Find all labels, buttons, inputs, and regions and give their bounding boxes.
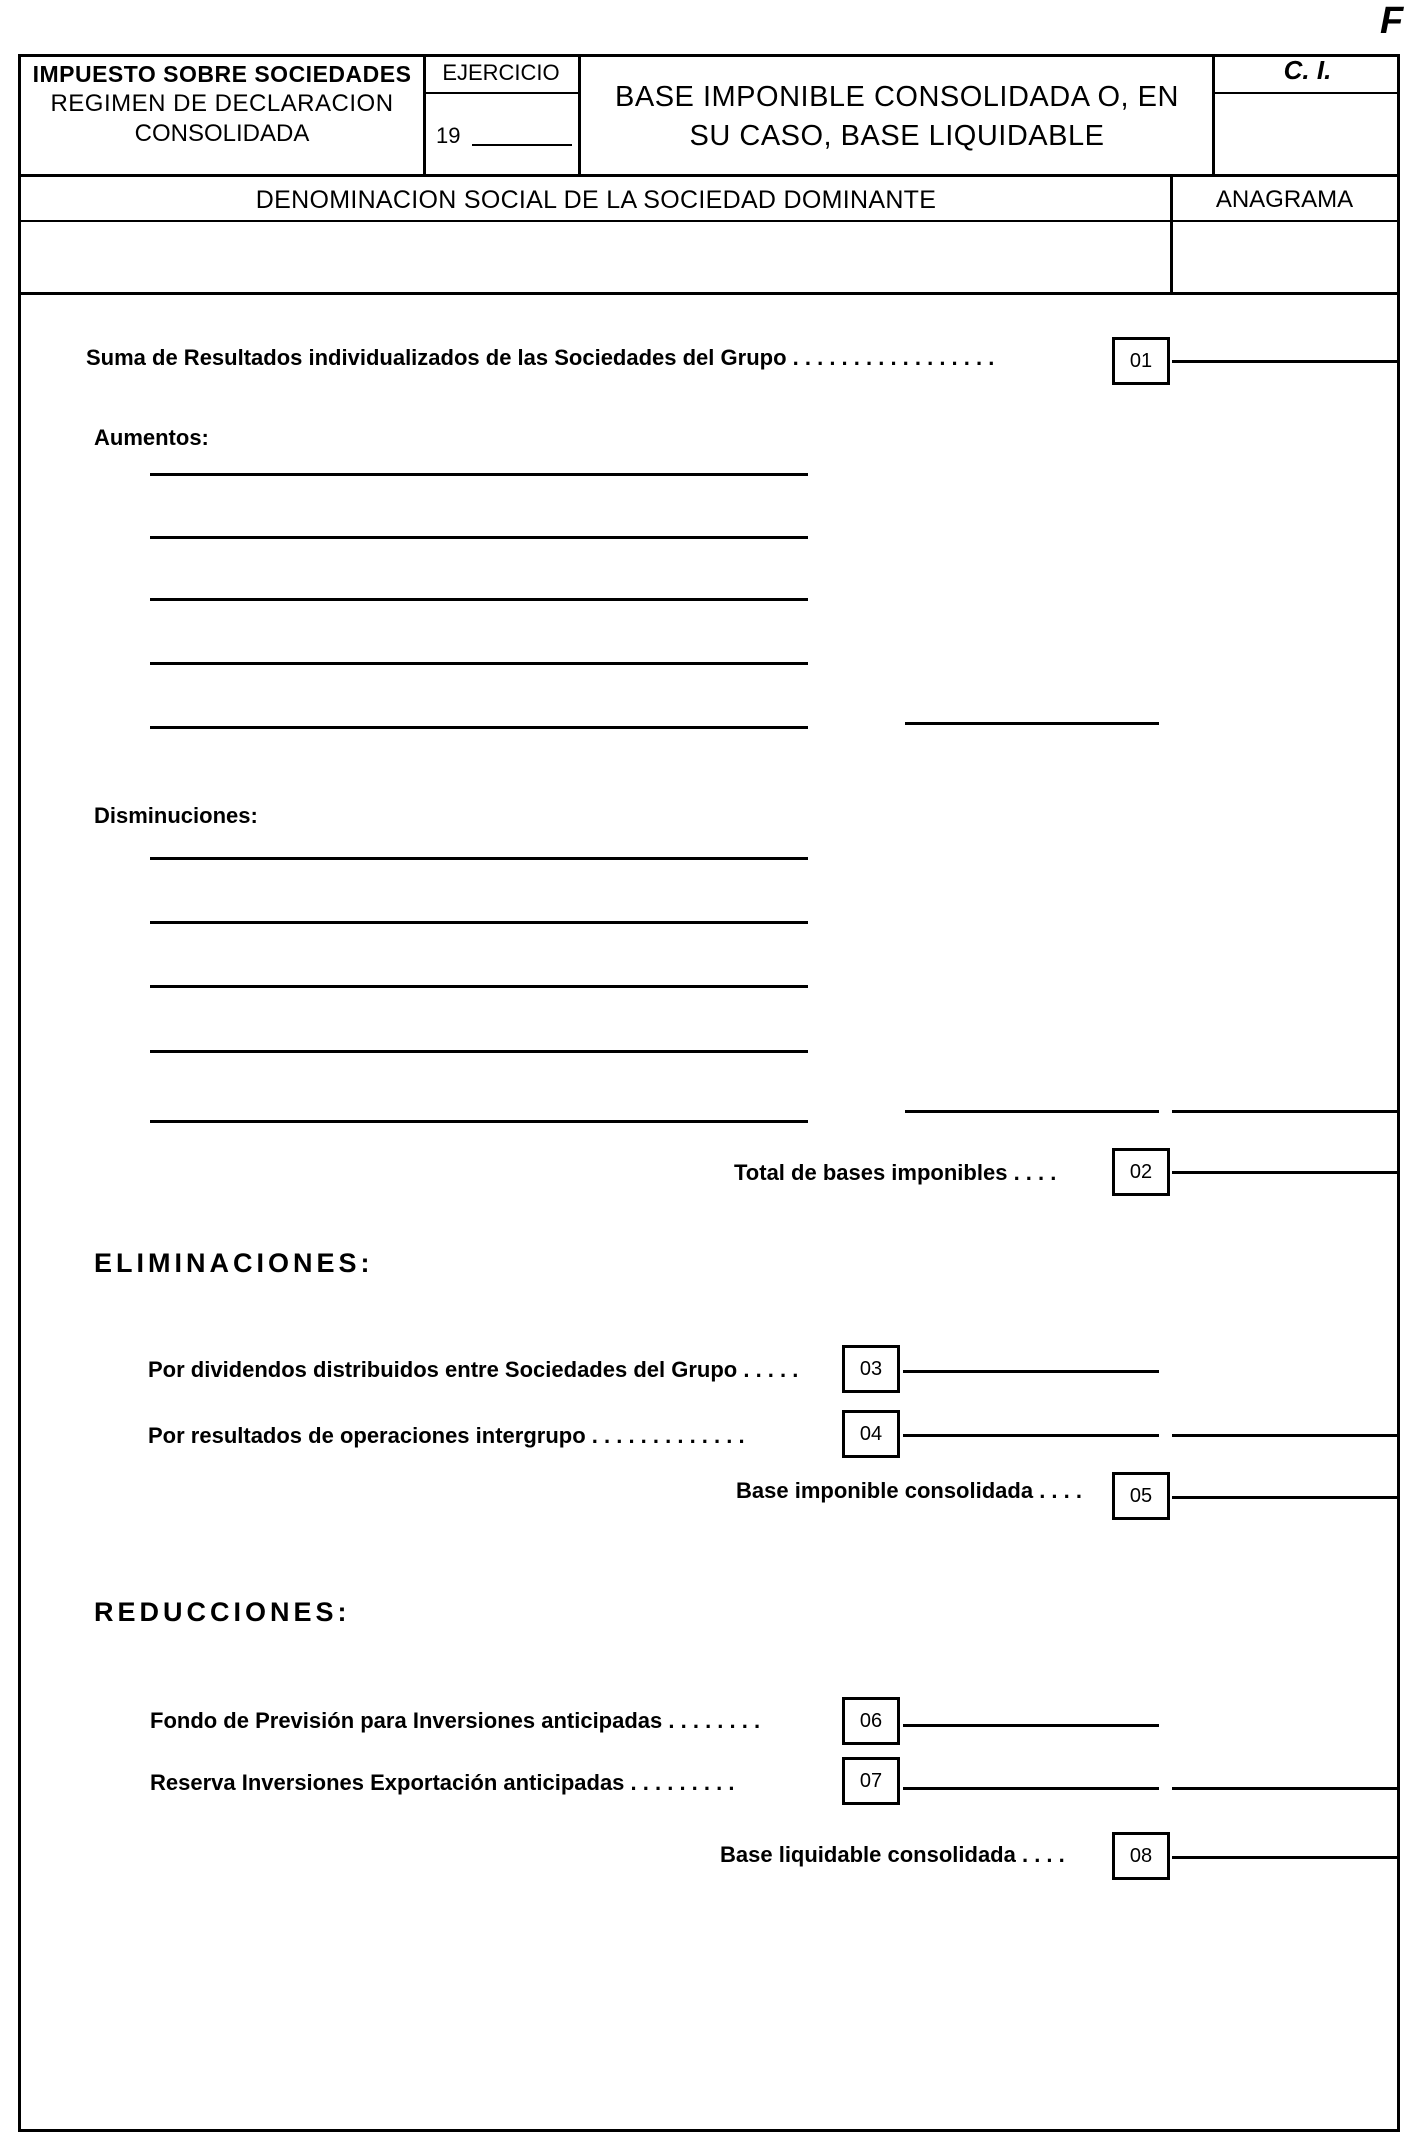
tax-name: IMPUESTO SOBRE SOCIEDADES — [32, 61, 412, 87]
disminuciones-label: Disminuciones: — [94, 803, 258, 828]
form-code-field[interactable] — [1215, 95, 1400, 174]
regime-line-2: CONSOLIDADA — [134, 119, 310, 147]
disminuciones-total-line[interactable] — [1172, 1110, 1400, 1113]
disminucion-line[interactable] — [150, 1050, 808, 1053]
disminucion-line[interactable] — [150, 921, 808, 924]
line-04-label: Por resultados de operaciones intergrupo . . . . . . . . . . . . . — [148, 1423, 745, 1448]
aumento-line[interactable] — [150, 536, 808, 539]
reducciones-heading: REDUCCIONES: — [94, 1597, 351, 1627]
form-code: C. I. — [1283, 55, 1332, 85]
tax-header — [22, 60, 422, 149]
line-07-label: Reserva Inversiones Exportación anticipadas . . . . . . . . . — [150, 1770, 735, 1795]
aumento-line[interactable] — [150, 662, 808, 665]
line-03-label: Por dividendos distribuidos entre Sociedades del Grupo . . . . . — [148, 1357, 799, 1382]
eliminaciones-total-line[interactable] — [1172, 1434, 1400, 1437]
exercise-divider — [426, 92, 578, 94]
form-title — [582, 78, 1212, 156]
page-letter: F — [1380, 0, 1404, 42]
aumentos-subtotal-line[interactable] — [905, 722, 1159, 725]
anagram-label: ANAGRAMA — [1215, 186, 1354, 213]
line-05-label: Base imponible consolidada . . . . — [736, 1478, 1082, 1503]
line-02-label: Total de bases imponibles . . . . — [734, 1160, 1057, 1185]
code-box-02: 02 — [1112, 1148, 1170, 1196]
header-divider — [18, 174, 1400, 177]
code-box-08: 08 — [1112, 1832, 1170, 1880]
aumento-line[interactable] — [150, 473, 808, 476]
amount-line-01[interactable] — [1172, 360, 1400, 363]
code-box-05: 05 — [1112, 1472, 1170, 1520]
code-box-06: 06 — [842, 1697, 900, 1745]
code-divider — [1215, 92, 1400, 94]
reducciones-total-line[interactable] — [1172, 1787, 1400, 1790]
aumento-line[interactable] — [150, 598, 808, 601]
code-box-03: 03 — [842, 1345, 900, 1393]
exercise-year-prefix: 19 — [436, 123, 461, 148]
eliminaciones-heading: ELIMINACIONES: — [94, 1248, 374, 1278]
amount-line-05[interactable] — [1172, 1496, 1400, 1499]
header-vline-2 — [578, 54, 581, 174]
amount-line-03[interactable] — [903, 1370, 1159, 1373]
amount-line-07[interactable] — [903, 1787, 1159, 1790]
disminucion-line[interactable] — [150, 857, 808, 860]
disminuciones-subtotal-line[interactable] — [905, 1110, 1159, 1113]
line-01-label: Suma de Resultados individualizados de las Sociedades del Grupo . . . . . . . . . . . . . . . . . — [86, 345, 995, 370]
company-name-field[interactable] — [22, 224, 1168, 290]
code-box-01: 01 — [1112, 337, 1170, 385]
amount-line-02[interactable] — [1172, 1171, 1400, 1174]
company-name-label: DENOMINACION SOCIAL DE LA SOCIEDAD DOMINANTE — [255, 186, 937, 214]
amount-line-08[interactable] — [1172, 1856, 1400, 1859]
body-top-divider — [18, 292, 1400, 295]
anagram-field[interactable] — [1174, 224, 1398, 290]
regime-line-1: REGIMEN DE DECLARACION — [50, 89, 394, 117]
denomination-divider — [18, 220, 1400, 222]
line-08-label: Base liquidable consolidada . . . . — [720, 1842, 1065, 1867]
exercise-year-field[interactable] — [472, 144, 572, 146]
form-title-line-1: BASE IMPONIBLE CONSOLIDADA O, EN — [615, 81, 1179, 113]
amount-line-04[interactable] — [903, 1434, 1159, 1437]
exercise-label: EJERCICIO — [442, 60, 560, 85]
amount-line-06[interactable] — [903, 1724, 1159, 1727]
disminucion-line[interactable] — [150, 985, 808, 988]
disminucion-line[interactable] — [150, 1120, 808, 1123]
aumentos-label: Aumentos: — [94, 425, 209, 450]
code-box-04: 04 — [842, 1410, 900, 1458]
line-06-label: Fondo de Previsión para Inversiones anticipadas . . . . . . . . — [150, 1708, 761, 1733]
code-box-07: 07 — [842, 1757, 900, 1805]
form-title-line-2: SU CASO, BASE LIQUIDABLE — [689, 120, 1105, 153]
aumento-line[interactable] — [150, 726, 808, 729]
